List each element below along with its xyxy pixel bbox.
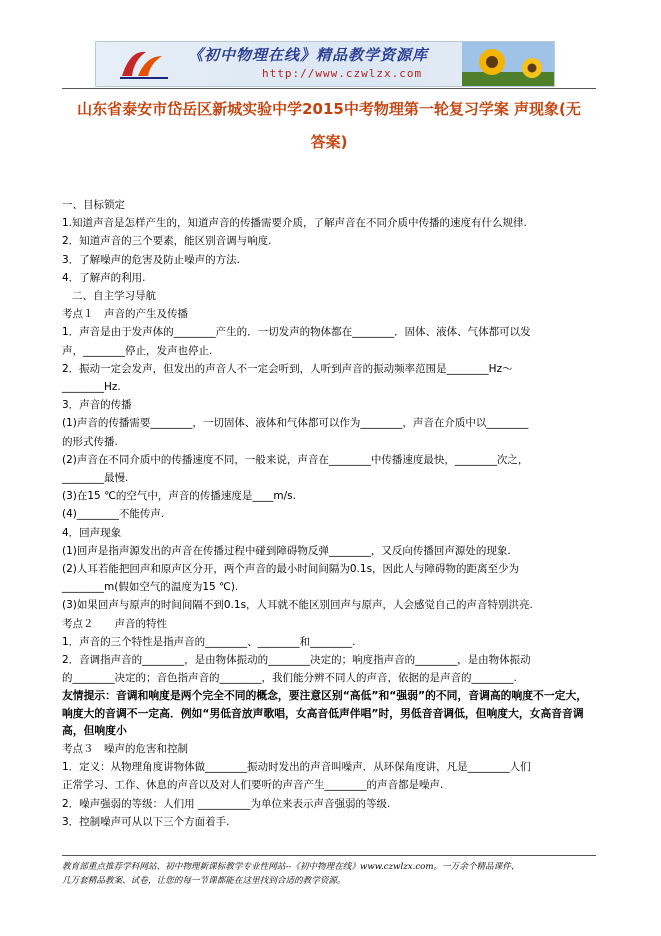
body-line: 3．声音的传播 [62,399,132,412]
body-line: 1．定义：从物理角度讲物体做________振动时发出的声音叫噪声．从环保角度讲，凡是________人们 [62,761,531,774]
body-line: (3)在15 ℃的空气中，声音的传播速度是____m/s. [62,490,296,503]
body-line: 正常学习、工作、休息的声音以及对人们要听的声音产生________的声音都是噪声. [62,779,444,792]
footer-line: 教育部重点推荐学科网站、初中物理新课标教学专业性网站--《初中物理在线》www.czwlzx.com。一万余个精品课件、 [62,862,520,872]
body-line: 2．振动一定会发声，但发出的声音人不一定会听到，人听到声音的振动频率范围是________Hz～ [62,362,513,375]
body-line: 1．声音的三个特性是指声音的________、________和________. [62,635,356,648]
body-line: 2．知道声音的三个要素，能区别音调与响度. [62,235,272,248]
body-line: (1)回声是指声源发出的声音在传播过程中碰到障碍物反弹________，又反向传播回声源处的现象. [62,544,511,557]
body-line: (3)如果回声与原声的时间间隔不到0.1s，人耳就不能区别回声与原声，人会感觉自己的声音特别洪亮. [62,599,533,612]
body-line: ________最慢. [62,472,129,485]
topic-heading: 考点２ 声音的特性 [62,617,167,630]
section-heading: 一、目标锁定 [62,199,125,211]
tip-paragraph: 友情提示：音调和响度是两个完全不同的概念，要注意区别“高低”和“强弱”的不同，音调高的响度不一定大，响度大的音调不一定高．例如“男低音放声歌唱，女高音低声伴唱”时，男低音音调低，但响度大，女高音音调高，但响度小 [62,689,588,738]
body-line: 的________决定的；音色指声音的________，我们能分辨不同人的声音，依据的是声音的________. [62,672,517,685]
header-banner [95,41,555,87]
body-line: 2．噪声强弱的等级：人们用 __________为单位来表示声音强弱的等级. [62,797,391,810]
footer-line: 几万套精品教案、试卷，让您的每一节课都能在这里找到合适的教学资源。 [62,876,346,886]
body-line: 4．回声现象 [62,526,122,539]
body-line: (2)声音在不同介质中的传播速度不同，一般来说，声音在________中传播速度最快，________次之， [62,453,529,466]
body-line: ________Hz. [62,381,121,394]
body-line: 3．了解噪声的危害及防止噪声的方法. [62,253,241,266]
page-footer [62,860,596,888]
banner-title: 《初中物理在线》精品教学资源库 [188,46,429,64]
body-line: (1)声音的传播需要________，一切固体、液体和气体都可以作为________，声音在介质中以________ [62,417,529,430]
body-line: 的形式传播. [62,435,118,448]
header-rule [62,88,596,89]
doc-title-line-2: 答案) [310,133,348,151]
body-line: 2．音调指声音的________，是由物体振动的________决定的；响度指声音的________，是由物体振动 [62,654,531,667]
topic-heading: 考点３ 噪声的危害和控制 [62,742,188,755]
banner-url[interactable]: http://www.czwlzx.com [262,67,423,80]
doc-body [62,196,596,831]
sunflower-icon [462,42,554,86]
body-line: (2)人耳若能把回声和原声区分开，两个声音的最小时间间隔为0.1s，因此人与障碍物的距离至少为 [62,563,520,576]
body-line: 声，________停止，发声也停止. [62,344,213,357]
body-line: ________m(假如空气的温度为15 ℃). [62,581,239,594]
doc-title-line-1: 山东省泰安市岱岳区新城实验中学2015中考物理第一轮复习学案 声现象(无 [77,100,581,118]
body-line: 3．控制噪声可从以下三个方面着手. [62,815,230,828]
site-logo-icon [116,46,172,82]
topic-heading: 考点１ 声音的产生及传播 [62,308,188,321]
footer-rule [62,855,596,856]
body-line: 1．声音是由于发声体的________产生的．一切发声的物体都在________．固体、液体、气体都可以发 [62,326,531,339]
body-line: 1.知道声音是怎样产生的，知道声音的传播需要介质，了解声音在不同介质中传播的速度有什么规律. [62,217,527,230]
section-heading: 二、自主学习导航 [72,290,156,303]
body-line: (4)________不能传声. [62,508,165,521]
body-line: 4．了解声的利用. [62,271,146,284]
